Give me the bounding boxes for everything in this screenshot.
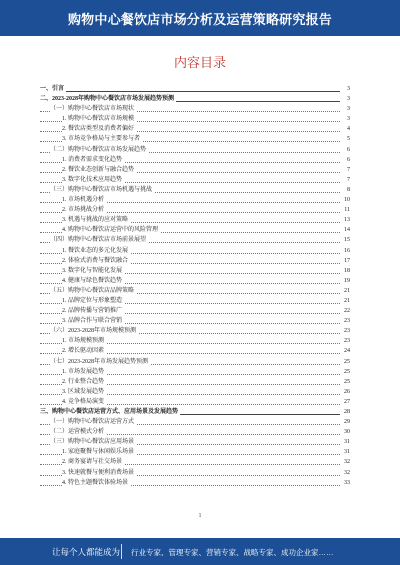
toc-entry-page: 3 — [341, 84, 350, 94]
toc-entry[interactable] — [40, 256, 350, 266]
toc-entry[interactable] — [40, 246, 350, 256]
toc-entry-page: 10 — [341, 195, 350, 205]
toc-entry-page: 21 — [341, 286, 350, 296]
toc-entry-page: 6 — [341, 145, 350, 155]
toc-entry-page: 19 — [341, 276, 350, 286]
toc-entry-label: （七）2023-2028年市场发展趋势预测 — [50, 357, 150, 367]
toc-entry-page: 16 — [341, 246, 350, 256]
toc-entry-page: 18 — [341, 266, 350, 276]
toc-entry-label: （四）购物中心餐饮店市场前景展望 — [50, 235, 148, 245]
toc-entry[interactable] — [40, 175, 350, 185]
toc-entry-label: 三、购物中心餐饮店运营方式、应用场景及发展趋势 — [40, 407, 180, 417]
toc-entry[interactable] — [40, 286, 350, 296]
toc-entry[interactable] — [40, 417, 350, 427]
toc-entry[interactable] — [40, 155, 350, 165]
footer-slogan: 让每个人都能成为 — [52, 547, 121, 557]
toc-entry-page: 32 — [341, 468, 350, 478]
toc-entry-label: 1. 家庭聚餐与休闲娱乐场景 — [62, 447, 136, 457]
toc-entry-page: 24 — [341, 346, 350, 356]
toc-entry-label: 4. 购物中心餐饮店运营中的风险管理 — [62, 225, 160, 235]
toc-entry-page: 33 — [341, 478, 350, 488]
toc-entry-label: 2. 体验式消费与餐饮融合 — [62, 256, 130, 266]
toc-entry[interactable] — [40, 326, 350, 336]
toc-entry[interactable] — [40, 306, 350, 316]
toc-entry[interactable] — [40, 346, 350, 356]
toc-entry[interactable] — [40, 457, 350, 467]
toc-entry[interactable] — [40, 185, 350, 195]
toc-entry[interactable] — [40, 316, 350, 326]
toc-entry[interactable] — [40, 296, 350, 306]
footer-banner — [0, 538, 400, 565]
toc-entry-label: （三）购物中心餐饮店应用场景 — [50, 437, 136, 447]
toc-entry[interactable] — [40, 437, 350, 447]
toc-entry[interactable] — [40, 468, 350, 478]
toc-entry[interactable] — [40, 478, 350, 488]
toc-entry[interactable] — [40, 377, 350, 387]
toc-entry[interactable] — [40, 215, 350, 225]
table-of-contents — [40, 84, 350, 488]
toc-entry-page: 22 — [341, 306, 350, 316]
toc-entry-page: 25 — [341, 377, 350, 387]
toc-entry-page: 25 — [341, 357, 350, 367]
toc-entry-page: 23 — [341, 326, 350, 336]
footer-divider — [121, 544, 122, 559]
footer-roles: 行业专家、管理专家、营销专家、战略专家、成功企业家…… — [131, 548, 334, 557]
toc-entry-page: 23 — [341, 316, 350, 326]
report-title: 购物中心餐饮店市场分析及运营策略研究报告 — [67, 12, 332, 27]
toc-entry[interactable] — [40, 104, 350, 114]
toc-entry[interactable] — [40, 427, 350, 437]
toc-entry-label: 2. 行业整合趋势 — [62, 377, 106, 387]
toc-entry[interactable] — [40, 336, 350, 346]
toc-entry-label: （六）2023-2028年市场规模预测 — [50, 326, 138, 336]
toc-entry-label: 3. 机遇与挑战的应对策略 — [62, 215, 130, 225]
toc-entry-page: 8 — [341, 185, 350, 195]
toc-entry[interactable] — [40, 114, 350, 124]
toc-entry-label: （三）购物中心餐饮店市场机遇与挑战 — [50, 185, 154, 195]
toc-heading: 内容目录 — [173, 55, 226, 70]
toc-entry[interactable] — [40, 225, 350, 235]
toc-entry-label: 1. 品牌定位与形象塑造 — [62, 296, 124, 306]
toc-entry[interactable] — [40, 134, 350, 144]
toc-entry[interactable] — [40, 235, 350, 245]
toc-entry-page: 26 — [341, 387, 350, 397]
toc-entry-label: 3. 市场竞争格局与主要参与者 — [62, 134, 142, 144]
toc-entry-label: 2. 餐饮店类型及消费者偏好 — [62, 124, 136, 134]
toc-entry[interactable] — [40, 276, 350, 286]
toc-entry-page: 17 — [341, 256, 350, 266]
toc-entry-page: 11 — [341, 205, 350, 215]
toc-entry-label: 4. 健康与绿色餐饮趋势 — [62, 276, 124, 286]
toc-entry-page: 25 — [341, 367, 350, 377]
toc-entry-label: 3. 快速就餐与便利消费场景 — [62, 468, 136, 478]
toc-entry[interactable] — [40, 367, 350, 377]
toc-entry-page: 32 — [341, 457, 350, 467]
toc-entry-label: 1. 市场机遇分析 — [62, 195, 106, 205]
toc-entry-label: 3. 品牌合作与联合营销 — [62, 316, 124, 326]
toc-entry-label: 1. 市场规模预测 — [62, 336, 106, 346]
toc-entry-label: 4. 竞争格局演变 — [62, 397, 106, 407]
toc-entry[interactable] — [40, 165, 350, 175]
toc-entry-label: 2. 品牌传播与营销推广 — [62, 306, 124, 316]
toc-entry[interactable] — [40, 84, 350, 94]
toc-entry[interactable] — [40, 266, 350, 276]
toc-entry[interactable] — [40, 124, 350, 134]
toc-entry[interactable] — [40, 94, 350, 104]
toc-entry-page: 21 — [341, 296, 350, 306]
toc-entry-page: 15 — [341, 235, 350, 245]
toc-entry[interactable] — [40, 387, 350, 397]
toc-entry-label: 2. 市场挑战分析 — [62, 205, 106, 215]
toc-entry-label: 1. 消费者需求变化趋势 — [62, 155, 124, 165]
toc-entry-page: 27 — [341, 397, 350, 407]
toc-entry[interactable] — [40, 447, 350, 457]
toc-entry-label: （一）购物中心餐饮店运营方式 — [50, 417, 136, 427]
header-banner — [0, 0, 400, 36]
toc-entry[interactable] — [40, 195, 350, 205]
toc-entry-label: 2. 餐饮业态创新与融合趋势 — [62, 165, 136, 175]
toc-entry[interactable] — [40, 357, 350, 367]
toc-entry-label: 3. 区域发展趋势 — [62, 387, 106, 397]
toc-entry-page: 7 — [341, 165, 350, 175]
toc-entry-page: 31 — [341, 437, 350, 447]
toc-leader-dots — [40, 91, 340, 92]
toc-entry-label: 1. 市场发展趋势 — [62, 367, 106, 377]
toc-entry-page: 5 — [341, 134, 350, 144]
toc-entry-page: 30 — [341, 427, 350, 437]
toc-entry-page: 13 — [341, 215, 350, 225]
toc-entry-page: 31 — [341, 447, 350, 457]
page-number: 1 — [198, 513, 202, 519]
toc-entry[interactable] — [40, 205, 350, 215]
toc-entry-page: 4 — [341, 124, 350, 134]
toc-entry-label: 2. 商务宴请与社交场景 — [62, 457, 124, 467]
toc-entry-label: （五）购物中心餐饮店品牌策略 — [50, 286, 136, 296]
toc-entry-page: 3 — [341, 94, 350, 104]
toc-entry-label: 3. 数字化与智能化发展 — [62, 266, 124, 276]
toc-entry-page: 6 — [341, 155, 350, 165]
toc-entry[interactable] — [40, 145, 350, 155]
toc-entry[interactable] — [40, 407, 350, 417]
toc-entry-label: 3. 数字化技术应用趋势 — [62, 175, 124, 185]
toc-entry-label: （二）运营模式分析 — [50, 427, 106, 437]
toc-entry-label: （一）购物中心餐饮店市场现状 — [50, 104, 136, 114]
toc-entry-page: 14 — [341, 225, 350, 235]
toc-entry-label: 一、引言 — [40, 84, 66, 94]
toc-entry-page: 3 — [341, 114, 350, 124]
toc-entry-page: 28 — [341, 407, 350, 417]
toc-entry-label: 1. 购物中心餐饮店市场规模 — [62, 114, 136, 124]
toc-entry-page: 3 — [341, 104, 350, 114]
toc-entry-label: 1. 餐饮业态的多元化发展 — [62, 246, 130, 256]
toc-entry-page: 29 — [341, 417, 350, 427]
toc-entry-page: 23 — [341, 336, 350, 346]
toc-entry[interactable] — [40, 397, 350, 407]
toc-entry-label: 4. 特色主题餐饮体验场景 — [62, 478, 130, 488]
toc-entry-label: （二）购物中心餐饮店市场发展趋势 — [50, 145, 148, 155]
toc-entry-label: 2. 增长驱动因素 — [62, 346, 106, 356]
toc-entry-label: 二、2023-2028年购物中心餐饮店市场发展趋势预测 — [40, 94, 176, 104]
toc-entry-page: 7 — [341, 175, 350, 185]
